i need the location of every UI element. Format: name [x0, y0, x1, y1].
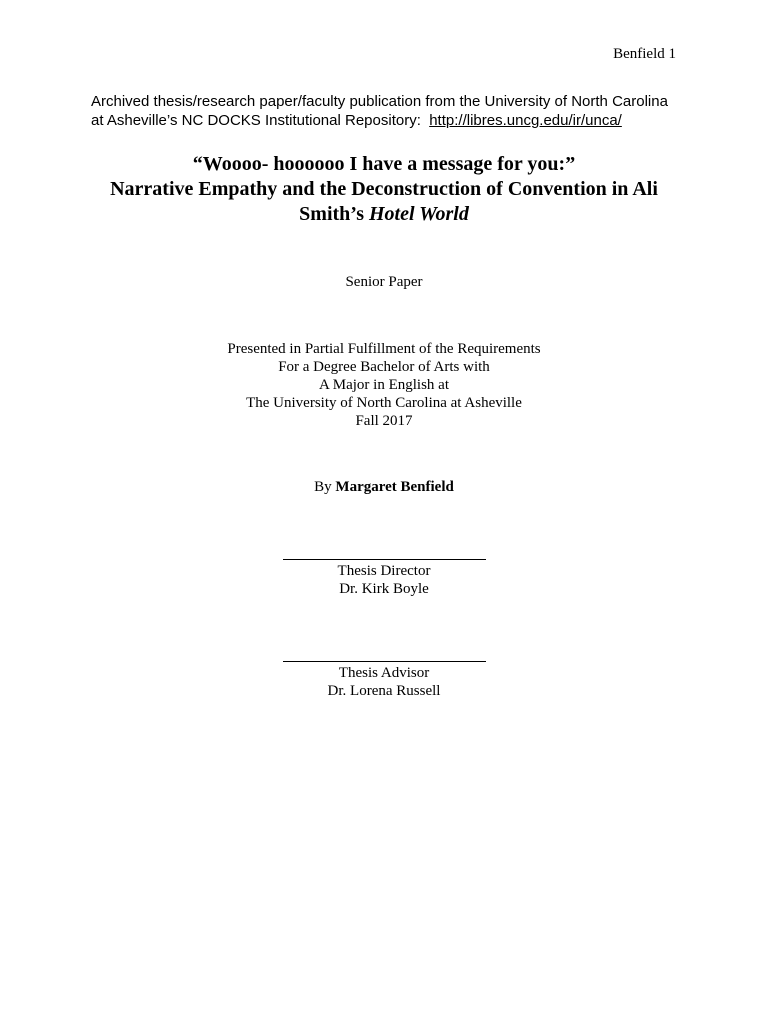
title-line1: “Woooo- hoooooo I have a message for you:”: [192, 153, 576, 175]
thesis-director-block: [134, 562, 634, 598]
paper-type: Senior Paper: [345, 274, 423, 290]
title-line2: Narrative Empathy and the Deconstruction of Convention in Ali: [110, 178, 658, 200]
director-signature-line: [283, 559, 486, 560]
advisor-name: Dr. Lorena Russell: [327, 683, 441, 699]
presentation-line5: Fall 2017: [355, 413, 413, 429]
title-line3-italic: Hotel World: [369, 203, 469, 225]
presentation-statement: [134, 340, 634, 430]
paper-title: [60, 152, 708, 227]
director-role: Thesis Director: [337, 563, 431, 579]
title-line3-prefix: Smith’s: [299, 203, 364, 225]
director-name: Dr. Kirk Boyle: [339, 581, 429, 597]
advisor-signature-line: [283, 661, 486, 662]
presentation-line2: For a Degree Bachelor of Arts with: [278, 359, 490, 375]
page-header-label: Benfield 1: [613, 46, 676, 62]
archive-note: [91, 92, 691, 130]
presentation-line3: A Major in English at: [319, 377, 449, 393]
archive-note-line1: Archived thesis/research paper/faculty publication from the University of North Carolina: [91, 93, 668, 110]
presentation-line4: The University of North Carolina at Asheville: [246, 395, 522, 411]
byline: [134, 478, 634, 496]
author-name: Margaret Benfield: [335, 479, 454, 495]
archive-note-line2: [91, 111, 691, 130]
advisor-role: Thesis Advisor: [338, 665, 430, 681]
presentation-line1: Presented in Partial Fulfillment of the Requirements: [227, 341, 541, 357]
repository-link[interactable]: http://libres.uncg.edu/ir/unca/: [429, 112, 622, 129]
byline-prefix: By: [314, 479, 332, 495]
title-line3: [60, 202, 708, 227]
archive-note-line2-text: at Asheville’s NC DOCKS Institutional Repository:: [91, 112, 421, 129]
thesis-advisor-block: [134, 664, 634, 700]
